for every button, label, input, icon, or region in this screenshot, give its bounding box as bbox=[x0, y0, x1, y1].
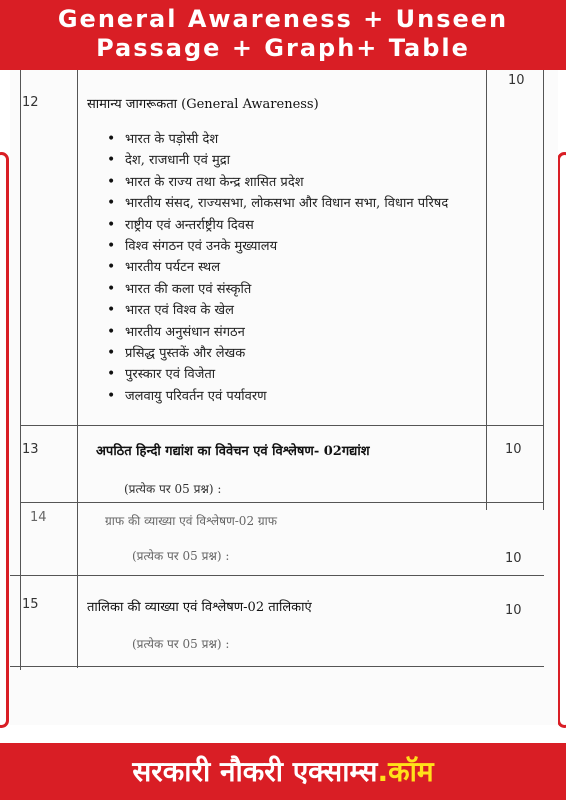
row-divider-14 bbox=[20, 502, 544, 503]
row-heading-general-awareness: सामान्य जागरूकता (General Awareness) bbox=[87, 97, 319, 112]
row-sub-14: (प्रत्येक पर 05 प्रश्न) : bbox=[132, 549, 230, 563]
list-item: • भारतीय पर्यटन स्थल bbox=[107, 258, 487, 277]
row-marks-13: 10 bbox=[505, 442, 522, 457]
list-item: • भारत के पड़ोसी देश bbox=[107, 130, 487, 149]
row-sub-15: (प्रत्येक पर 05 प्रश्न) : bbox=[132, 637, 230, 651]
general-awareness-topic-list bbox=[107, 130, 487, 408]
row-divider-15 bbox=[10, 575, 544, 576]
row-number-12: 12 bbox=[22, 95, 39, 110]
site-domain-suffix: .कॉम bbox=[377, 755, 434, 788]
row-heading-unseen-passage: अपठित हिन्दी गद्यांश का विवेचन एवं विश्लेषण- 02गद्यांश bbox=[96, 444, 370, 459]
table-border-right bbox=[543, 70, 544, 510]
list-item: • पुरस्कार एवं विजेता bbox=[107, 365, 487, 384]
row-sub-13: (प्रत्येक पर 05 प्रश्न) : bbox=[124, 482, 222, 496]
row-marks-14: 10 bbox=[505, 551, 522, 566]
list-item: • भारतीय संसद, राज्यसभा, लोकसभा और विधान सभा, विधान परिषद bbox=[107, 194, 487, 213]
row-number-14: 14 bbox=[30, 510, 47, 525]
list-item: • भारतीय अनुसंधान संगठन bbox=[107, 323, 487, 342]
row-divider-13 bbox=[20, 425, 544, 426]
left-decorative-frame bbox=[0, 152, 9, 728]
list-item: • भारत के राज्य तथा केन्द्र शासित प्रदेश bbox=[107, 173, 487, 192]
right-decorative-frame bbox=[557, 152, 566, 728]
list-item: • भारत की कला एवं संस्कृति bbox=[107, 280, 487, 299]
row-heading-table: तालिका की व्याख्या एवं विश्लेषण-02 तालिकाएं bbox=[87, 600, 312, 615]
site-name: सरकारी नौकरी एक्साम्स bbox=[132, 755, 378, 788]
row-heading-graph: ग्राफ की व्याख्या एवं विश्लेषण-02 ग्राफ bbox=[105, 514, 278, 528]
row-number-13: 13 bbox=[22, 442, 39, 457]
row-number-15: 15 bbox=[22, 597, 39, 612]
table-border-left bbox=[20, 70, 21, 670]
list-item: • राष्ट्रीय एवं अन्तर्राष्ट्रीय दिवस bbox=[107, 216, 487, 235]
list-item: • भारत एवं विश्व के खेल bbox=[107, 301, 487, 320]
list-item: • विश्व संगठन एवं उनके मुख्यालय bbox=[107, 237, 487, 256]
column-divider-number bbox=[77, 70, 78, 668]
row-marks-15: 10 bbox=[505, 603, 522, 618]
banner-title-line-2: Passage + Graph+ Table bbox=[96, 34, 470, 62]
list-item: • देश, राजधानी एवं मुद्रा bbox=[107, 151, 487, 170]
table-border-bottom bbox=[10, 666, 544, 667]
row-marks-12: 10 bbox=[508, 73, 525, 88]
list-item: • जलवायु परिवर्तन एवं पर्यावरण bbox=[107, 387, 487, 406]
banner-title-line-1: General Awareness + Unseen bbox=[57, 5, 509, 33]
site-name-banner bbox=[0, 743, 566, 800]
title-banner bbox=[0, 0, 566, 70]
list-item: • प्रसिद्ध पुस्तकें और लेखक bbox=[107, 344, 487, 363]
